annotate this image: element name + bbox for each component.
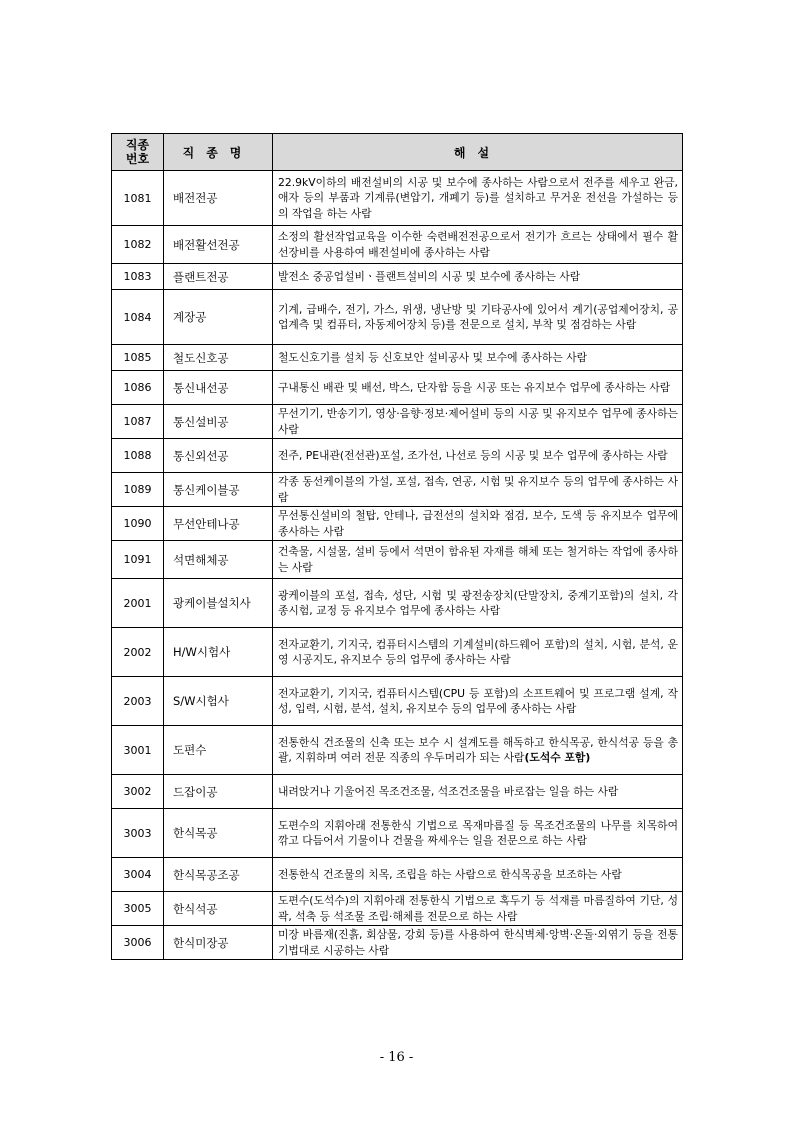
job-description: [273, 371, 683, 405]
job-name: 한식석공: [164, 892, 273, 926]
job-code: 2002: [112, 628, 164, 677]
job-description: [273, 405, 683, 439]
job-description-text: 철도신호기를 설치 등 신호보안 설비공사 및 보수에 종사하는 사람: [278, 350, 588, 364]
job-name: 도편수: [164, 726, 273, 775]
table-row: [112, 405, 683, 439]
job-description: [273, 628, 683, 677]
table-row: [112, 439, 683, 473]
job-description: [273, 171, 683, 226]
job-code: 3003: [112, 809, 164, 858]
job-description-text: 각종 동선케이블의 가설, 포설, 접속, 연공, 시험 및 유지보수 등의 업무에 종사하는 사람: [278, 475, 678, 504]
job-type-table: [111, 133, 683, 960]
header-description: 해설: [273, 134, 683, 171]
job-name: 플랜트전공: [164, 264, 273, 290]
table-row: [112, 264, 683, 290]
job-name: 통신내선공: [164, 371, 273, 405]
job-name: H/W시험사: [164, 628, 273, 677]
table-row: [112, 726, 683, 775]
job-description: [273, 541, 683, 579]
header-code: 직종 번호: [112, 134, 164, 171]
table-row: [112, 926, 683, 960]
job-code: 3002: [112, 775, 164, 809]
job-description: [273, 507, 683, 541]
job-description-text: 소정의 활선작업교육을 이수한 숙련배전전공으로서 전기가 흐르는 상태에서 필수 활선장비를 사용하여 배전설비에 종사하는 사람: [278, 230, 678, 259]
job-code: 1083: [112, 264, 164, 290]
table-row: [112, 858, 683, 892]
job-code: 3004: [112, 858, 164, 892]
job-description: [273, 677, 683, 726]
table-row: [112, 809, 683, 858]
job-name: 통신설비공: [164, 405, 273, 439]
job-code: 3006: [112, 926, 164, 960]
table-row: [112, 473, 683, 507]
job-code: 1086: [112, 371, 164, 405]
job-description-text: 도편수(도석수)의 지휘아래 전통한식 기법으로 혹두기 등 석재를 마름질하여 기단, 성곽, 석축 등 석조물 조립·해체를 전문으로 하는 사람: [278, 894, 678, 923]
job-code: 3005: [112, 892, 164, 926]
job-code: 1084: [112, 290, 164, 345]
job-description-text: 전자교환기, 기지국, 컴퓨터시스템(CPU 등 포함)의 소프트웨어 및 프로그램 설계, 작성, 입력, 시험, 분석, 설치, 유지보수 등의 업무에 종사하는 사람: [278, 686, 678, 715]
job-code: 2001: [112, 579, 164, 628]
job-name: 한식미장공: [164, 926, 273, 960]
job-name: 통신케이블공: [164, 473, 273, 507]
job-name: 광케이블설치사: [164, 579, 273, 628]
job-name: 통신외선공: [164, 439, 273, 473]
job-name: 한식목공조공: [164, 858, 273, 892]
job-description: [273, 726, 683, 775]
table-row: [112, 775, 683, 809]
job-code: 1085: [112, 345, 164, 371]
table-row: [112, 371, 683, 405]
job-name: 드잡이공: [164, 775, 273, 809]
table-row: [112, 677, 683, 726]
job-name: 석면해체공: [164, 541, 273, 579]
job-description-text: 무선통신설비의 철탑, 안테나, 급전선의 설치와 점검, 보수, 도색 등 유지보수 업무에 종사하는 사람: [278, 509, 678, 538]
job-description-text: 전통한식 건조물의 신축 또는 보수 시 설계도를 해독하고 한식목공, 한식석공 등을 총괄, 지휘하며 여러 전문 직종의 우두머리가 되는 사람: [278, 735, 678, 764]
job-description: [273, 892, 683, 926]
table-row: [112, 628, 683, 677]
job-type-table-container: [111, 133, 682, 960]
job-code: 1089: [112, 473, 164, 507]
job-description-text: 광케이블의 포설, 접속, 성단, 시험 및 광전송장치(단말장치, 중계기포함)의 설치, 각종시험, 교정 등 유지보수 업무에 종사하는 사람: [278, 588, 678, 617]
job-description: [273, 858, 683, 892]
job-code: 1087: [112, 405, 164, 439]
header-name: 직종명: [164, 134, 273, 171]
job-description: [273, 264, 683, 290]
job-description-text: 발전소 중공업설비ㆍ플랜트설비의 시공 및 보수에 종사하는 사람: [278, 269, 581, 283]
job-description: [273, 345, 683, 371]
table-body: [112, 171, 683, 960]
table-row: [112, 171, 683, 226]
job-name: 무선안테나공: [164, 507, 273, 541]
job-description-text: 도편수의 지휘아래 전통한식 기법으로 목재마름질 등 목조건조물의 나무를 치목하여 깎고 다듬어서 기물이나 건물을 짜세우는 일을 전문으로 하는 사람: [278, 818, 678, 847]
job-description: [273, 473, 683, 507]
job-name: 철도신호공: [164, 345, 273, 371]
job-code: 1082: [112, 226, 164, 264]
job-description-text: 미장 바름재(진흙, 회삼물, 강회 등)를 사용하여 한식벽체·앙벽·온돌·외엮기 등을 전통기법대로 시공하는 사람: [278, 928, 678, 957]
job-code: 1088: [112, 439, 164, 473]
job-name: S/W시험사: [164, 677, 273, 726]
page-number: - 16 -: [379, 1050, 414, 1065]
job-description-text: 기계, 급배수, 전기, 가스, 위생, 냉난방 및 기타공사에 있어서 계기(공업제어장치, 공업계측 및 컴퓨터, 자동제어장치 등)를 전문으로 설치, 부착 및 점검하는 사람: [278, 302, 678, 331]
job-description-text: 전통한식 건조물의 치목, 조립을 하는 사람으로 한식목공을 보조하는 사람: [278, 867, 622, 881]
job-description: [273, 226, 683, 264]
job-description: [273, 775, 683, 809]
job-description-text: 무선기기, 반송기기, 영상·음향·정보·제어설비 등의 시공 및 유지보수 업무에 종사하는 사람: [278, 407, 678, 436]
table-row: [112, 290, 683, 345]
job-code: 1091: [112, 541, 164, 579]
job-description: [273, 439, 683, 473]
job-description: [273, 579, 683, 628]
job-description-note: (도석수 포함): [524, 751, 591, 764]
table-header-row: [112, 134, 683, 171]
job-code: 1090: [112, 507, 164, 541]
job-code: 2003: [112, 677, 164, 726]
table-row: [112, 226, 683, 264]
job-description-text: 22.9kV이하의 배전설비의 시공 및 보수에 종사하는 사람으로서 전주를 세우고 완금, 애자 등의 부품과 기계류(변압기, 개폐기 등)를 설치하고 무거운 전선을 가설하는 등의 작업을 하는 사람: [278, 175, 678, 220]
job-name: 한식목공: [164, 809, 273, 858]
job-name: 계장공: [164, 290, 273, 345]
table-row: [112, 507, 683, 541]
job-description: [273, 926, 683, 960]
job-name: 배전전공: [164, 171, 273, 226]
table-row: [112, 579, 683, 628]
table-row: [112, 892, 683, 926]
job-description-text: 전자교환기, 기지국, 컴퓨터시스템의 기계설비(하드웨어 포함)의 설치, 시험, 분석, 운영 시공지도, 유지보수 등의 업무에 종사하는 사람: [278, 637, 678, 666]
job-code: 3001: [112, 726, 164, 775]
job-code: 1081: [112, 171, 164, 226]
job-description-text: 내려앉거나 기울어진 목조건조물, 석조건조물을 바로잡는 일을 하는 사람: [278, 784, 619, 798]
table-row: [112, 345, 683, 371]
table-row: [112, 541, 683, 579]
job-description-text: 전주, PE내관(전선관)포설, 조가선, 나선로 등의 시공 및 보수 업무에 종사하는 사람: [278, 448, 668, 462]
job-description: [273, 290, 683, 345]
job-description: [273, 809, 683, 858]
job-description-text: 구내통신 배관 및 배선, 박스, 단자함 등을 시공 또는 유지보수 업무에 종사하는 사람: [278, 380, 671, 394]
job-description-text: 건축물, 시설물, 설비 등에서 석면이 함유된 자재를 해체 또는 철거하는 작업에 종사하는 사람: [278, 545, 678, 574]
job-name: 배전활선전공: [164, 226, 273, 264]
